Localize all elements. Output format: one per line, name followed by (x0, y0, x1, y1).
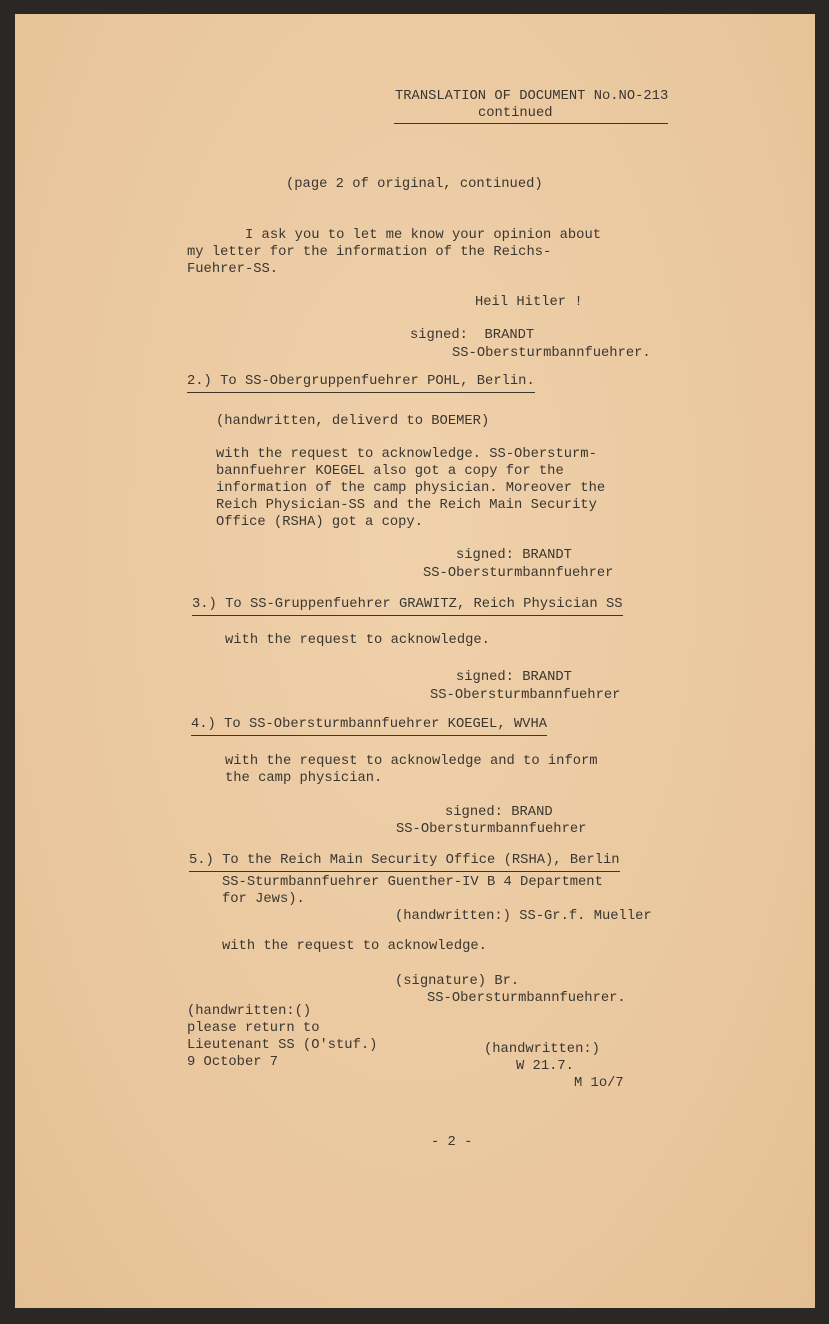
footer-left-line: 9 October 7 (187, 1055, 279, 1070)
signature-rank: SS-Obersturmbannfuehrer (423, 566, 614, 581)
signature-rank: SS-Obersturmbannfuehrer. (452, 346, 651, 361)
document-page (15, 14, 815, 1308)
salute: Heil Hitler ! (475, 295, 583, 310)
document-title: TRANSLATION OF DOCUMENT No.NO-213 (395, 89, 669, 104)
signature-line: (signature) Br. (395, 974, 520, 989)
item-4-heading: 4.) To SS-Obersturmbannfuehrer KOEGEL, WVHA (191, 716, 547, 736)
footer-right-line: (handwritten:) (484, 1042, 600, 1057)
item-5-request: with the request to acknowledge. (222, 939, 487, 954)
item-2-body: bannfuehrer KOEGEL also got a copy for the (216, 464, 564, 479)
signature-rank: SS-Obersturmbannfuehrer. (427, 991, 626, 1006)
footer-right-line: W 21.7. (516, 1059, 574, 1074)
signature-line: signed: BRANDT (456, 670, 572, 685)
intro-line: Fuehrer-SS. (187, 262, 279, 277)
signature-rank: SS-Obersturmbannfuehrer (396, 822, 587, 837)
item-5-body: for Jews). (222, 892, 305, 907)
item-2-body: Reich Physician-SS and the Reich Main Security (216, 498, 597, 513)
signature-rank: SS-Obersturmbannfuehrer (430, 688, 621, 703)
signature-line: signed: BRAND (445, 805, 553, 820)
intro-line: I ask you to let me know your opinion about (245, 228, 602, 243)
handwritten-note: (handwritten:) SS-Gr.f. Mueller (395, 909, 652, 924)
item-2-body: with the request to acknowledge. SS-Obersturm- (216, 447, 597, 462)
footer-right-line: M 1o/7 (574, 1076, 624, 1091)
footer-left-line: please return to (187, 1021, 320, 1036)
footer-left-line: Lieutenant SS (O'stuf.) (187, 1038, 378, 1053)
page-note: (page 2 of original, continued) (286, 177, 543, 192)
item-2-heading: 2.) To SS-Obergruppenfuehrer POHL, Berlin. (187, 373, 535, 393)
item-4-body: the camp physician. (225, 771, 383, 786)
intro-line: my letter for the information of the Reichs- (187, 245, 552, 260)
item-4-body: with the request to acknowledge and to inform (225, 754, 598, 769)
title-rule (394, 123, 668, 124)
item-2-note: (handwritten, deliverd to BOEMER) (216, 414, 490, 429)
item-3-heading: 3.) To SS-Gruppenfuehrer GRAWITZ, Reich Physician SS (192, 596, 623, 616)
item-2-body: Office (RSHA) got a copy. (216, 515, 423, 530)
item-2-body: information of the camp physician. Moreover the (216, 481, 606, 496)
footer-left-line: (handwritten:() (187, 1004, 312, 1019)
item-5-body: SS-Sturmbannfuehrer Guenther-IV B 4 Department (222, 875, 603, 890)
page-number: - 2 - (431, 1135, 473, 1150)
signature-line: signed: BRANDT (456, 548, 572, 563)
document-subtitle: continued (478, 106, 553, 121)
item-5-heading: 5.) To the Reich Main Security Office (RSHA), Berlin (189, 852, 620, 872)
signature-line: signed: BRANDT (410, 328, 535, 343)
item-3-body: with the request to acknowledge. (225, 633, 490, 648)
